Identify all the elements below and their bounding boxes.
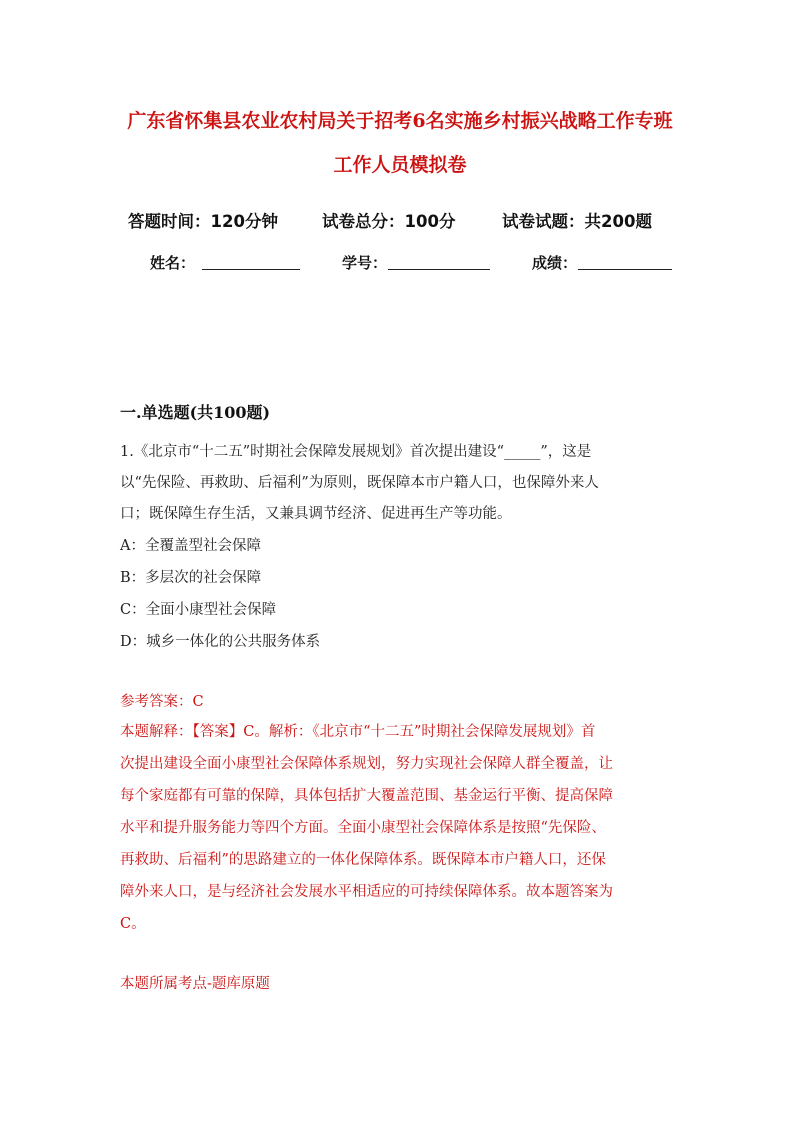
explanation-line: C。 bbox=[120, 916, 146, 932]
score-label: 成绩： bbox=[532, 254, 578, 272]
question-text-line: 1.《北京市“十二五”时期社会保障发展规划》首次提出建设“_____”，这是 bbox=[120, 444, 592, 460]
option-a[interactable]: A：全覆盖型社会保障 bbox=[120, 538, 261, 554]
section-heading: 一.单选题(共100题) bbox=[120, 403, 271, 422]
explanation-line: 再救助、后福利”的思路建立的一体化保障体系。既保障本市户籍人口，还保 bbox=[120, 852, 606, 868]
option-c[interactable]: C：全面小康型社会保障 bbox=[120, 602, 277, 618]
option-b[interactable]: B：多层次的社会保障 bbox=[120, 570, 262, 586]
student-id-label: 学号： bbox=[342, 254, 388, 272]
name-blank[interactable] bbox=[202, 269, 300, 270]
explanation-line: 每个家庭都有可靠的保障，具体包括扩大覆盖范围、基金运行平衡、提高保障 bbox=[120, 788, 613, 804]
question-text-line: 以“先保险、再救助、后福利”为原则，既保障本市户籍人口，也保障外来人 bbox=[120, 475, 599, 491]
explanation-line: 本题解释：【答案】C。解析：《北京市“十二五”时期社会保障发展规划》首 bbox=[120, 724, 596, 740]
exam-question-count: 试卷试题：共200题 bbox=[502, 212, 652, 231]
name-label: 姓名： bbox=[150, 254, 196, 272]
student-id-blank[interactable] bbox=[388, 269, 490, 270]
exam-title-line-2: 工作人员模拟卷 bbox=[333, 154, 467, 176]
question-source: 本题所属考点-题库原题 bbox=[120, 976, 270, 992]
exam-time: 答题时间：120分钟 bbox=[128, 212, 278, 231]
reference-answer: 参考答案：C bbox=[120, 694, 204, 710]
explanation-line: 障外来人口，是与经济社会发展水平相适应的可持续保障体系。故本题答案为 bbox=[120, 884, 613, 900]
exam-title-line-1: 广东省怀集县农业农村局关于招考6名实施乡村振兴战略工作专班 bbox=[127, 110, 673, 132]
question-text-line: 口；既保障生存生活，又兼具调节经济、促进再生产等功能。 bbox=[120, 506, 512, 522]
explanation-line: 水平和提升服务能力等四个方面。全面小康型社会保障体系是按照“先保险、 bbox=[120, 820, 606, 836]
option-d[interactable]: D：城乡一体化的公共服务体系 bbox=[120, 634, 321, 650]
exam-total-score: 试卷总分：100分 bbox=[322, 212, 456, 231]
score-blank[interactable] bbox=[578, 269, 672, 270]
explanation-line: 次提出建设全面小康型社会保障体系规划，努力实现社会保障人群全覆盖，让 bbox=[120, 756, 613, 772]
